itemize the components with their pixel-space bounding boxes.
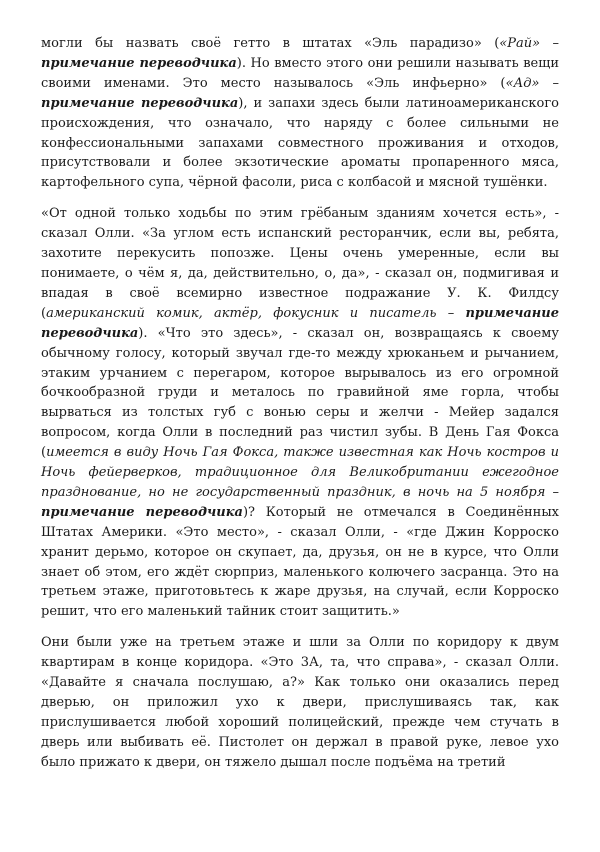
translator-note: примечание переводчика [41, 55, 237, 71]
translator-note: примечание переводчика [41, 95, 239, 111]
p1-text: ), и запахи здесь были латиноамериканского происхождения, что означало, что наряду с более сильными не конфессиональными запахами совместного проживания и отходов, присутствовали и более экзотические ароматы пропаренного мяса, картофельного супа, чёрной фасоли, риса с колбасой и мясной тушёнки. [41, 95, 559, 191]
translator-note: примечание переводчика [41, 504, 243, 520]
paragraph-2 [41, 204, 559, 622]
p2-text: «От одной только ходьбы по этим грёбаным зданиям хочется есть», - сказал Олли. «За углом есть испанский ресторанчик, если вы, ребята, захотите перекусить попозже. Цены очень умеренные, если вы понимаете, о чём я, да, действительно, о, да», - сказал он, подмигивая и впадая в своё всемирно известное подражание У. К. Филдсу ( [41, 206, 559, 321]
paragraph-3 [41, 633, 559, 772]
p2-text: ). «Что это здесь», - сказал он, возвращаясь к своему обычному голосу, который звучал где-то между хрюканьем и рычанием, этаким урчанием с перегаром, которое вырывалось из его огромной бочкообразной груди и металось по гравийной яме горла, чтобы вырваться из толстых губ с вонью серы и желчи - Мейер задался вопросом, когда Олли в последний раз чистил зубы. В День Гая Фокса ( [41, 325, 559, 461]
p1-italic-note: «Ад» – [505, 75, 559, 91]
translator-note: примечание переводчика [41, 305, 559, 341]
paragraph-1 [41, 34, 559, 193]
p2-italic-note: американский комик, актёр, фокусник и писатель – [46, 305, 466, 321]
p2-italic-note: имеется в виду Ночь Гая Фокса, также известная как Ночь костров и Ночь фейерверков, традиционное для Великобритании ежегодное празднование, но не государственный праздник, в ночь на 5 ноября – [41, 445, 559, 500]
p2-text: )? Который не отмечался в Соединённых Штатах Америки. «Это место», - сказал Олли, - «где Джин Корроско хранит дерьмо, которое он скупает, да, друзья, он не в курсе, что Олли знает об этом, его ждёт сюрприз, маленького колючего засранца. Это на третьем этаже, приготовьтесь к жаре друзья, на случай, если Корроско решит, что его маленький тайник стоит защитить.» [41, 504, 559, 620]
p1-text: могли бы назвать своё гетто в штатах «Эль парадизо» ( [41, 36, 500, 51]
p3-text: Они были уже на третьем этаже и шли за Олли по коридору к двум квартирам в конце коридора. «Это 3А, та, что справа», - сказал Олли. «Давайте я сначала послушаю, а?» Как только они оказались перед дверью, он приложил ухо к двери, прислушиваясь так, как прислушивается любой хороший полицейский, прежде чем стучать в дверь или выбивать её. Пистолет он держал в правой руке, левое ухо было прижато к двери, он тяжело дышал после подъёма на третий [41, 635, 559, 770]
p1-italic-note: «Рай» – [499, 36, 559, 51]
p1-text: ). Но вместо этого они решили называть вещи своими именами. Это место называлось «Эль инфьерно» ( [41, 55, 559, 91]
